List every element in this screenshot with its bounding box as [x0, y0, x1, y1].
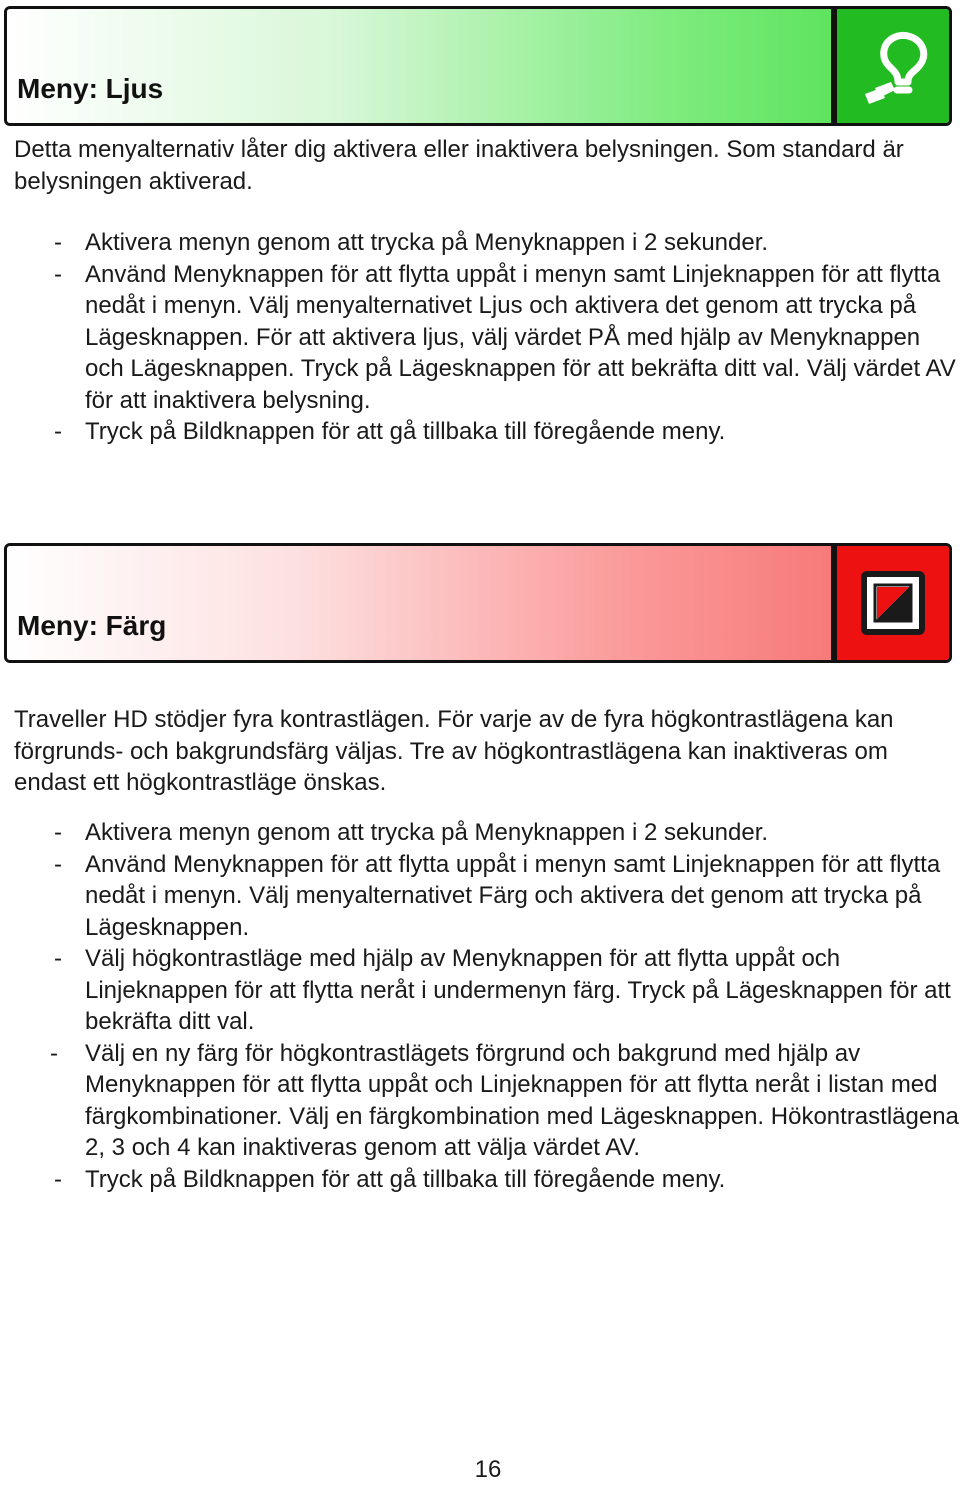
step-text: Välj en ny färg för högkontrastlägets förgrund och bakgrund med hjälp av Menyknappen för att flytta uppåt och Linjeknappen för att flytta neråt i listan med färgkombinationer. Välj en färgkombination med Lägesknappen. Hökontrastlägena 2, 3 och 4 kan inaktiveras genom att välja värdet AV. [85, 1039, 959, 1161]
section-title: Meny: Färg [17, 610, 167, 641]
step-text: Använd Menyknappen för att flytta uppåt i menyn samt Linjeknappen för att flytta nedåt i menyn. Välj menyalternativet Färg och aktivera det genom att trycka på Lägesknappen. [85, 850, 941, 941]
section-header-farg [4, 543, 952, 663]
step-text: Tryck på Bildknappen för att gå tillbaka till föregående meny. [85, 1165, 726, 1193]
bullet-dash: - [54, 945, 62, 972]
step-text: Använd Menyknappen för att flytta uppåt i menyn samt Linjeknappen för att flytta nedåt i menyn. Välj menyalternativet Ljus och aktivera det genom att trycka på Lägesknappen. För att aktivera ljus, välj värdet PÅ med hjälp av Menyknappen och Lägesknappen. Tryck på Lägesknappen för att bekräfta ditt val. Välj värdet AV för att inaktivera belysning. [85, 260, 956, 414]
step-text: Välj högkontrastläge med hjälp av Menyknappen för att flytta uppåt och Linjeknappen för att flytta neråt i undermenyn färg. Tryck på Lägesknappen för att bekräfta ditt val. [85, 945, 951, 1035]
step-text: Aktivera menyn genom att trycka på Menyknappen i 2 sekunder. [85, 819, 769, 846]
bullet-dash: - [54, 819, 62, 846]
contrast-icon [853, 563, 933, 643]
step-text: Tryck på Bildknappen för att gå tillbaka till föregående meny. [85, 418, 726, 445]
list-item [14, 943, 960, 1038]
section-intro: Traveller HD stödjer fyra kontrastlägen. För varje av de fyra högkontrastlägena kan förgrunds- och bakgrundsfärg väljas. Tre av högkontrastlägena kan inaktiveras om endast ett högkontrastläge önskas. [14, 706, 894, 796]
bullet-dash: - [54, 850, 62, 878]
step-list [14, 227, 960, 448]
step-list [14, 817, 960, 1195]
step-text: Aktivera menyn genom att trycka på Menyknappen i 2 sekunder. [85, 229, 769, 256]
list-item [14, 849, 960, 944]
list-item [14, 259, 960, 417]
bullet-dash: - [54, 260, 62, 288]
section-header-ljus [4, 6, 952, 126]
list-item [14, 817, 960, 849]
list-item [14, 1038, 960, 1164]
lightbulb-icon [851, 24, 935, 108]
bullet-dash: - [50, 1039, 58, 1067]
section-title-area [7, 546, 831, 660]
bullet-dash: - [54, 1165, 62, 1193]
list-item [14, 416, 960, 448]
section-title-area [7, 9, 831, 123]
section-intro: Detta menyalternativ låter dig aktivera eller inaktivera belysningen. Som standard är belysningen aktiverad. [14, 136, 904, 195]
list-item [14, 1164, 960, 1196]
list-item [14, 227, 960, 259]
bullet-dash: - [54, 418, 62, 445]
icon-box [831, 9, 949, 123]
section-title: Meny: Ljus [17, 73, 164, 104]
icon-box [831, 546, 949, 660]
bullet-dash: - [54, 229, 62, 256]
page-number: 16 [474, 1456, 502, 1483]
